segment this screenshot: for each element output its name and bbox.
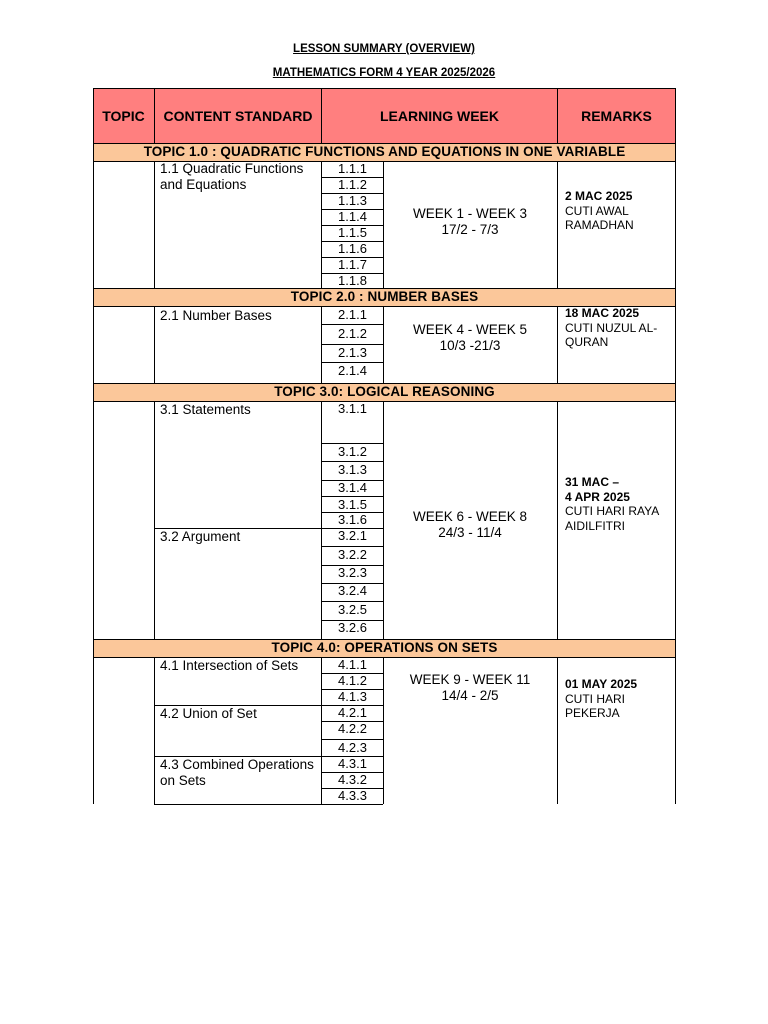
code-cell: 4.3.1 (338, 756, 367, 771)
header-remarks: REMARKS (557, 88, 676, 143)
code-cell: 1.1.3 (338, 193, 367, 208)
content-standard: 3.2 Argument (160, 529, 241, 544)
row-divider (321, 324, 383, 325)
remark (565, 189, 673, 233)
learning-dates: 10/3 -21/3 (439, 338, 501, 353)
header-learning-week: LEARNING WEEK (322, 88, 557, 143)
content-standard: 2.1 Number Bases (160, 308, 272, 323)
code-cell: 2.1.4 (338, 363, 367, 378)
remark (565, 306, 673, 350)
learning-dates: 24/3 - 11/4 (438, 525, 502, 540)
remark-date-end: 4 APR 2025 (565, 489, 630, 504)
column-divider (154, 658, 155, 804)
code-cell: 1.1.1 (338, 161, 367, 176)
topic-band-3: TOPIC 3.0: LOGICAL REASONING (93, 383, 676, 402)
learning-dates: 17/2 - 7/3 (441, 222, 499, 237)
learning-week: WEEK 6 - WEEK 8 (412, 509, 528, 524)
content-standard: 4.1 Intersection of Sets (160, 658, 299, 673)
code-cell: 3.2.6 (338, 620, 367, 635)
code-cell: 3.2.2 (338, 547, 367, 562)
remark-date: 18 MAC 2025 (565, 306, 640, 320)
code-cell: 3.1.4 (338, 480, 367, 495)
code-cell: 4.1.3 (338, 689, 367, 704)
table-top-border (93, 88, 676, 89)
code-cell: 3.1.1 (338, 401, 367, 416)
code-cell: 3.2.5 (338, 602, 367, 617)
code-cell: 1.1.4 (338, 209, 367, 224)
document-subtitle: MATHEMATICS FORM 4 YEAR 2025/2026 (272, 67, 496, 79)
topic-band-4: TOPIC 4.0: OPERATIONS ON SETS (93, 639, 676, 658)
code-cell: 3.2.4 (338, 583, 367, 598)
remark-date: 01 MAY 2025 (565, 677, 638, 691)
column-divider (154, 402, 155, 639)
content-standard: 4.2 Union of Set (160, 706, 257, 721)
table-bottom-border (154, 804, 383, 805)
code-cell: 2.1.1 (338, 307, 367, 322)
code-cell: 4.2.1 (338, 705, 367, 720)
learning-week: WEEK 4 - WEEK 5 (412, 322, 528, 337)
code-cell: 4.2.3 (338, 740, 367, 755)
column-divider (154, 162, 155, 288)
code-cell: 4.1.2 (338, 673, 367, 688)
topic-band-2: TOPIC 2.0 : NUMBER BASES (93, 288, 676, 307)
code-cell: 4.2.2 (338, 721, 367, 736)
code-cell: 3.1.5 (338, 497, 367, 512)
content-standard: 3.1 Statements (160, 402, 251, 417)
table-right-border (675, 88, 676, 804)
remark-text: CUTI HARI RAYA AIDILFITRI (565, 504, 659, 533)
code-cell: 3.2.3 (338, 565, 367, 580)
remark (565, 475, 673, 533)
header-topic: TOPIC (93, 88, 154, 143)
column-divider (557, 307, 558, 383)
column-divider (154, 307, 155, 383)
content-standard: 4.3 Combined Operations on Sets (160, 757, 314, 788)
code-cell: 1.1.6 (338, 241, 367, 256)
learning-week: WEEK 1 - WEEK 3 (412, 206, 528, 221)
code-cell: 1.1.8 (338, 273, 367, 288)
remark-date: 31 MAC – (565, 475, 620, 489)
code-cell: 1.1.5 (338, 225, 367, 240)
code-cell: 4.3.2 (338, 772, 367, 787)
header-content-standard: CONTENT STANDARD (154, 88, 322, 143)
code-cell: 4.1.1 (338, 657, 367, 672)
code-cell: 3.1.3 (338, 462, 367, 477)
code-cell: 1.1.7 (338, 257, 367, 272)
column-divider (557, 88, 558, 143)
code-cell: 2.1.3 (338, 345, 367, 360)
learning-week: WEEK 9 - WEEK 11 (409, 672, 531, 687)
column-divider (557, 162, 558, 288)
remark (565, 677, 673, 721)
code-cell: 2.1.2 (338, 326, 367, 341)
table-left-border (93, 88, 94, 804)
code-cell: 4.3.3 (338, 788, 367, 803)
learning-dates: 14/4 - 2/5 (441, 688, 499, 703)
column-divider (557, 402, 558, 639)
remark-date: 2 MAC 2025 (565, 189, 633, 203)
column-divider (321, 88, 322, 143)
code-cell: 3.2.1 (338, 528, 367, 543)
remark-text: CUTI NUZUL AL-QURAN (565, 320, 658, 349)
code-cell: 3.1.6 (338, 512, 367, 527)
content-standard: 1.1 Quadratic Functions and Equations (160, 161, 304, 192)
remark-text: CUTI AWAL RAMADHAN (565, 203, 634, 232)
code-cell: 3.1.2 (338, 444, 367, 459)
topic-band-1: TOPIC 1.0 : QUADRATIC FUNCTIONS AND EQUATIONS IN ONE VARIABLE (93, 143, 676, 162)
column-divider (557, 658, 558, 804)
remark-text: CUTI HARI PEKERJA (565, 691, 625, 720)
document-title: LESSON SUMMARY (OVERVIEW) (293, 43, 475, 55)
column-divider (154, 88, 155, 143)
code-cell: 1.1.2 (338, 177, 367, 192)
